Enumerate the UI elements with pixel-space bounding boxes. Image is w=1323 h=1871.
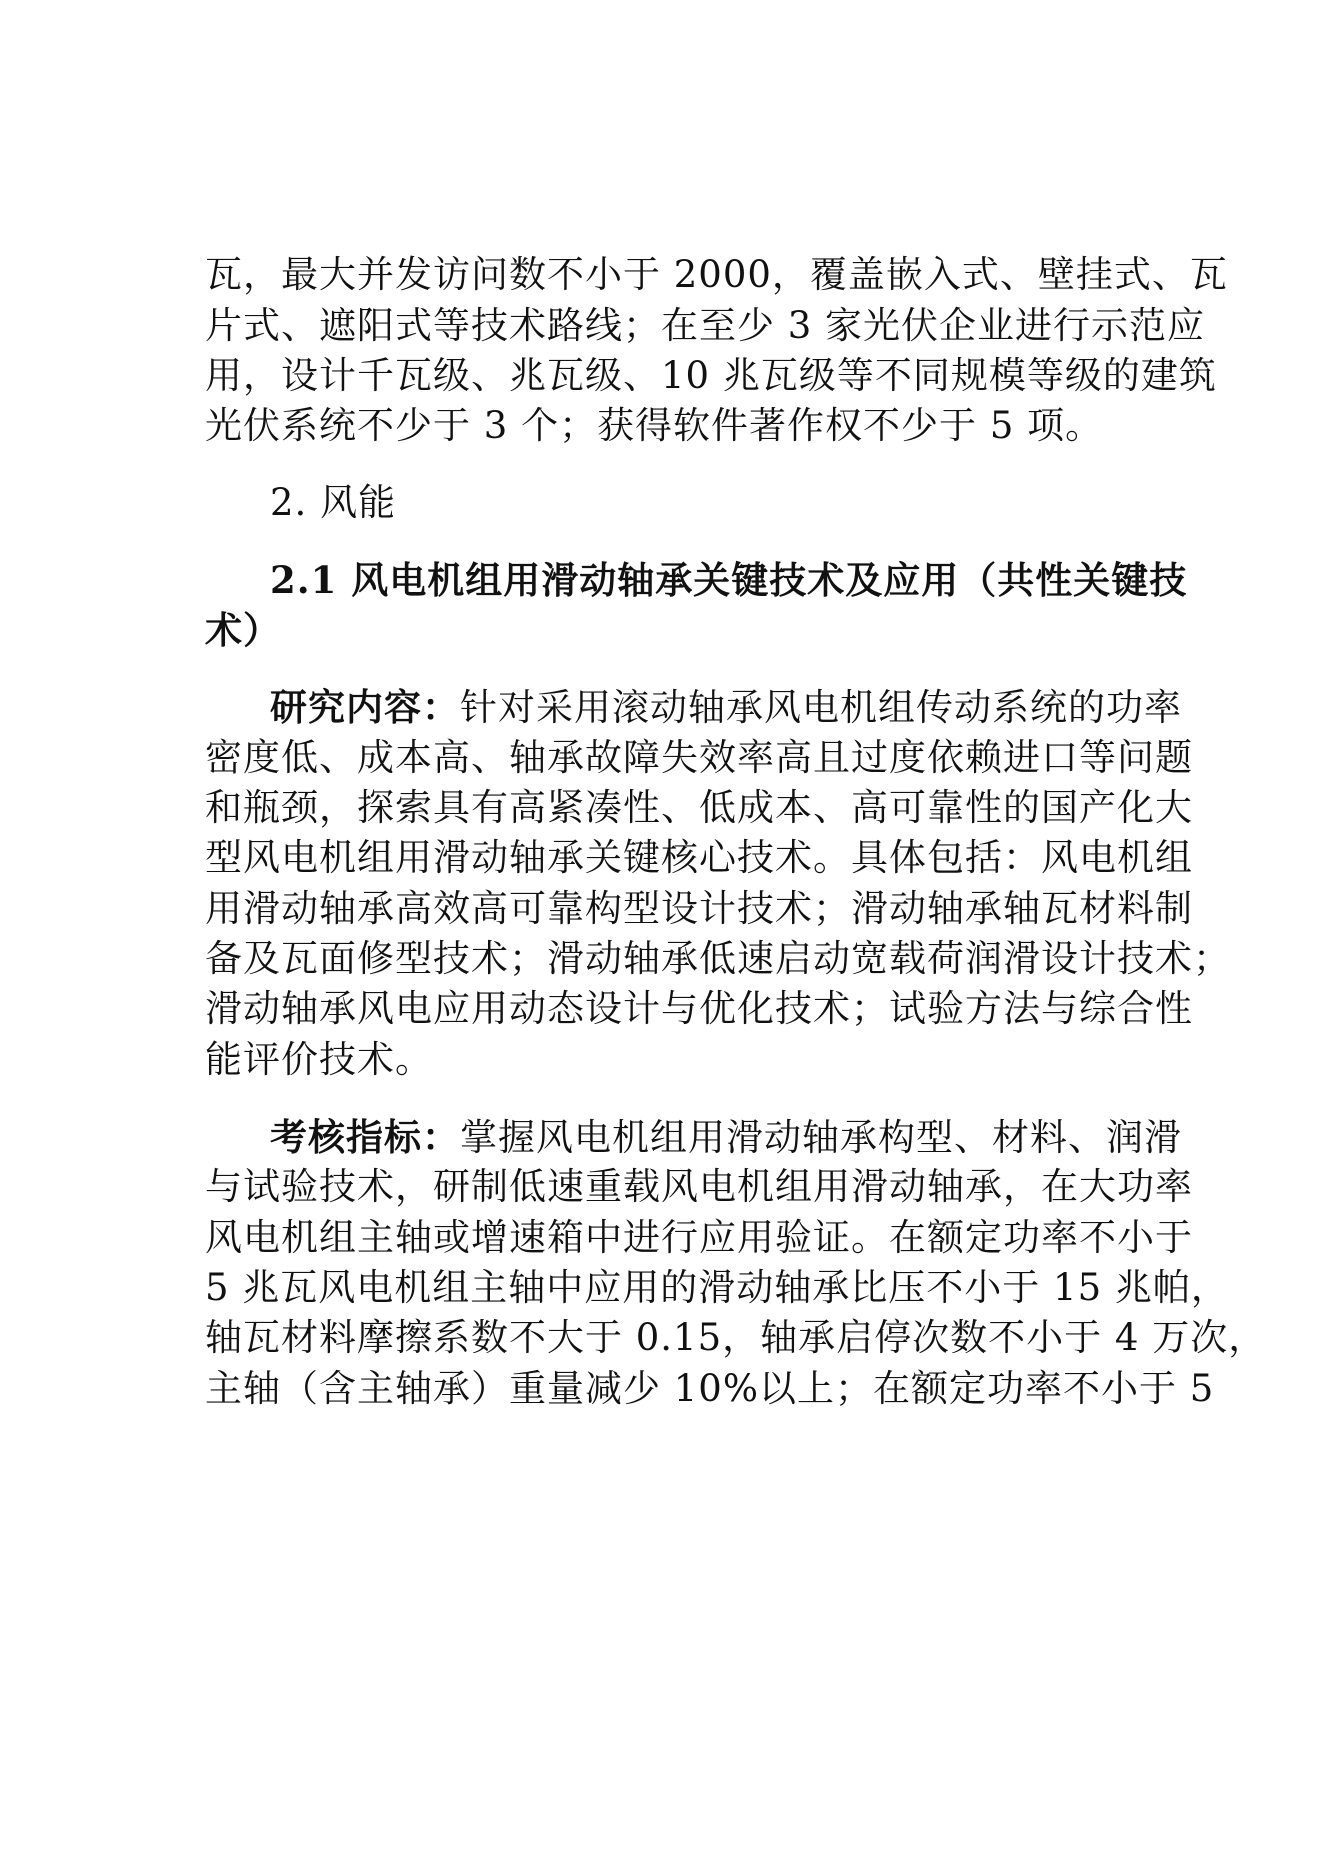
research-line: 和瓶颈，探索具有高紧凑性、低成本、高可靠性的国产化大 <box>205 786 1193 829</box>
paragraph-line: 用，设计千瓦级、兆瓦级、10 兆瓦级等不同规模等级的建筑 <box>205 354 1217 397</box>
subsection-title: 2.1 风电机组用滑动轴承关键技术及应用（共性关键技 <box>270 558 1188 602</box>
assessment-line: 5 兆瓦风电机组主轴中应用的滑动轴承比压不小于 15 兆帕， <box>205 1266 1229 1309</box>
assessment-first-text: 掌握风电机组用滑动轴承构型、材料、润滑 <box>460 1116 1182 1159</box>
assessment-label: 考核指标： <box>270 1115 460 1159</box>
assessment-line: 轴瓦材料摩擦系数不大于 0.15，轴承启停次数不小于 4 万次， <box>205 1316 1267 1359</box>
research-line: 备及瓦面修型技术；滑动轴承低速启动宽载荷润滑设计技术； <box>205 937 1231 980</box>
research-label: 研究内容： <box>270 685 460 729</box>
research-line: 能评价技术。 <box>205 1038 433 1081</box>
research-line: 密度低、成本高、轴承故障失效率高且过度依赖进口等问题 <box>205 736 1193 779</box>
research-first-line <box>270 683 1195 731</box>
paragraph-line: 片式、遮阳式等技术路线；在至少 3 家光伏企业进行示范应 <box>205 304 1206 347</box>
research-line: 滑动轴承风电应用动态设计与优化技术；试验方法与综合性 <box>205 987 1193 1030</box>
paragraph-line: 光伏系统不少于 3 个；获得软件著作权不少于 5 项。 <box>205 404 1104 447</box>
section-heading: 2. 风能 <box>270 481 397 524</box>
research-first-text: 针对采用滚动轴承风电机组传动系统的功率 <box>460 686 1182 729</box>
paragraph-line: 瓦，最大并发访问数不小于 2000，覆盖嵌入式、壁挂式、瓦 <box>205 253 1228 296</box>
research-line: 型风电机组用滑动轴承关键核心技术。具体包括：风电机组 <box>205 836 1193 879</box>
subsection-title-continued: 术） <box>205 608 281 652</box>
assessment-line: 风电机组主轴或增速箱中进行应用验证。在额定功率不小于 <box>205 1216 1193 1259</box>
assessment-first-line <box>270 1113 1195 1161</box>
research-line: 用滑动轴承高效高可靠构型设计技术；滑动轴承轴瓦材料制 <box>205 887 1193 930</box>
assessment-line: 主轴（含主轴承）重量减少 10%以上；在额定功率不小于 5 <box>205 1367 1215 1410</box>
assessment-line: 与试验技术，研制低速重载风电机组用滑动轴承，在大功率 <box>205 1165 1193 1208</box>
